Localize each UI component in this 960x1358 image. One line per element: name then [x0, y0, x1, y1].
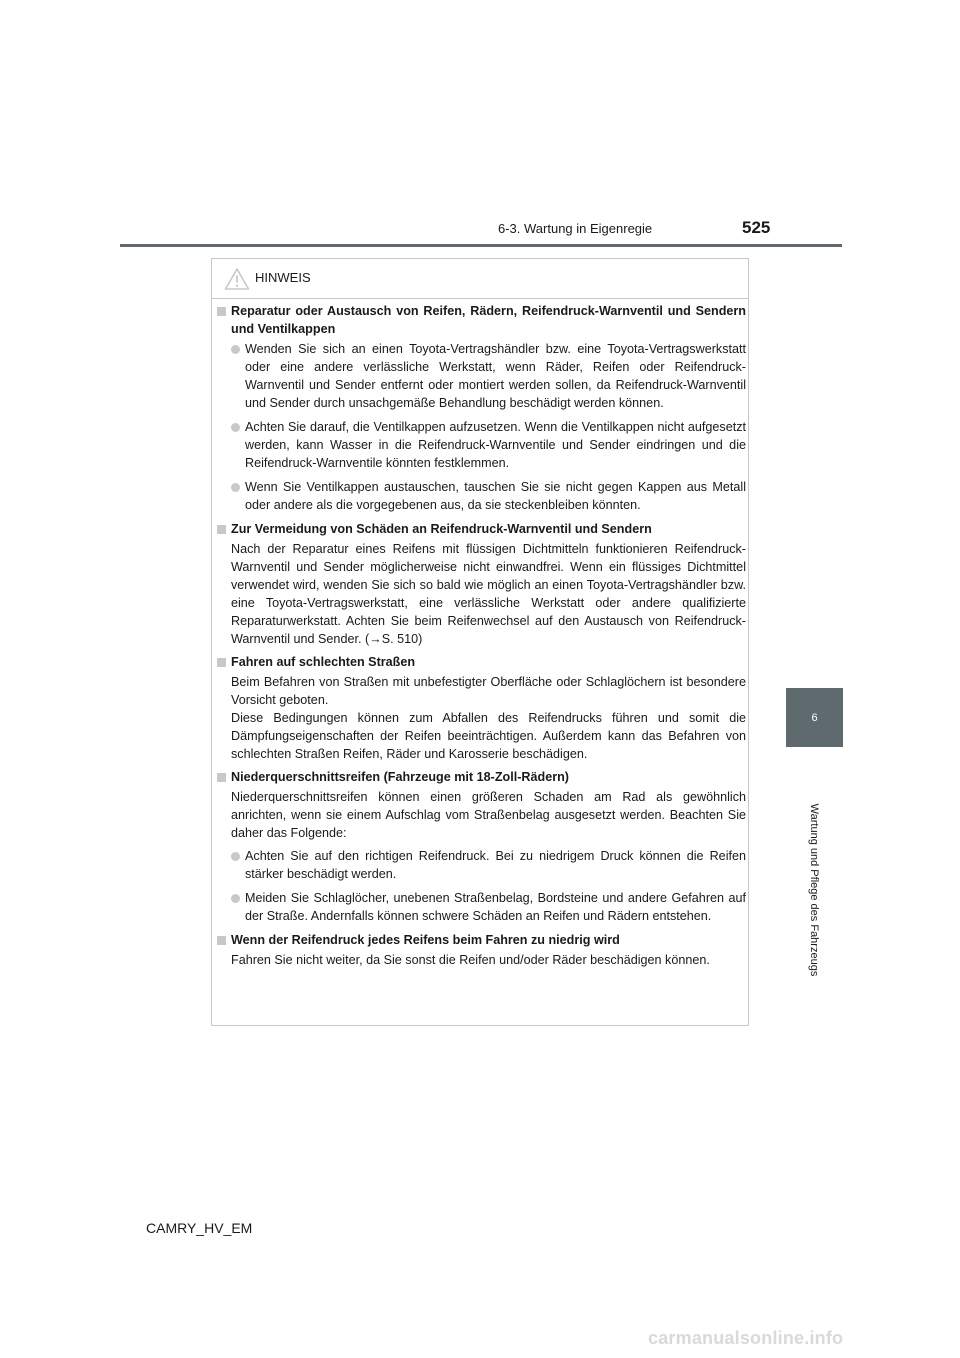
list-item-text: Achten Sie darauf, die Ventilkappen aufzusetzen. Wenn die Ventilkappen nicht aufgesetzt werden, kann Wasser in die Reifendruck-Warnventile und Sender eindringen und die Reifendruck-Warnventile könnten festklemmen. [245, 420, 746, 470]
square-bullet-icon [217, 936, 226, 945]
list-item-text: Wenn Sie Ventilkappen austauschen, tauschen Sie sie nicht gegen Kappen aus Metall oder andere als die vorgegebenen aus, da sie steckenbleiben könnten. [245, 480, 746, 512]
circle-bullet-icon [231, 345, 240, 354]
square-bullet-icon [217, 307, 226, 316]
section-heading [216, 931, 746, 949]
paragraph: Niederquerschnittsreifen können einen größeren Schaden am Rad als gewöhnlich anrichten, wenn sie einem Aufschlag vom Straßenbelag ausgesetzt werden. Beachten Sie daher das Folgende: [231, 790, 746, 840]
section-heading-text: Niederquerschnittsreifen (Fahrzeuge mit 18-Zoll-Rädern) [231, 770, 569, 784]
square-bullet-icon [217, 525, 226, 534]
notice-header [212, 259, 748, 299]
list-item [216, 478, 746, 514]
list-item [216, 847, 746, 883]
page-number: 525 [742, 218, 771, 237]
circle-bullet-icon [231, 483, 240, 492]
list-item-text: Meiden Sie Schlaglöcher, unebenen Straßenbelag, Bordsteine und andere Gefahren auf der Straße. Andernfalls können schwere Schäden an Reifen und Rädern entstehen. [245, 891, 746, 923]
model-code: CAMRY_HV_EM [146, 1220, 253, 1236]
section-title: 6-3. Wartung in Eigenregie [498, 221, 653, 236]
section-heading [216, 653, 746, 671]
section-heading [216, 302, 746, 338]
section-heading [216, 768, 746, 786]
notice-title: HINWEIS [255, 270, 311, 285]
section-heading [216, 520, 746, 538]
circle-bullet-icon [231, 852, 240, 861]
notice-box [211, 258, 749, 1026]
list-item-text: Wenden Sie sich an einen Toyota-Vertragshändler bzw. eine Toyota-Vertragswerkstatt oder eine andere verlässliche Werkstatt, wenn Räder, Reifen oder Reifendruck-Warnventil und Sender entfernt oder montiert werden sollen, da Reifendruck-Warnventil und Sender durch unsachgemäße Behandlung beschädigt werden können. [245, 342, 746, 410]
section-heading-text: Reparatur oder Austausch von Reifen, Rädern, Reifendruck-Warnventil und Sendern und Ventilkappen [231, 304, 746, 336]
circle-bullet-icon [231, 894, 240, 903]
list-item [216, 889, 746, 925]
site-watermark[interactable]: carmanualsonline.info [648, 1328, 844, 1348]
chapter-title: Wartung und Pflege des Fahrzeugs [808, 803, 820, 977]
section-heading-text: Fahren auf schlechten Straßen [231, 655, 416, 669]
chapter-number: 6 [811, 711, 818, 724]
section-heading-text: Wenn der Reifendruck jedes Reifens beim Fahren zu niedrig wird [231, 933, 620, 947]
list-item [216, 340, 746, 412]
list-item-text: Achten Sie auf den richtigen Reifendruck. Bei zu niedrigem Druck können die Reifen stärker beschädigt werden. [245, 849, 746, 881]
square-bullet-icon [217, 658, 226, 667]
notice-body [216, 302, 746, 974]
chapter-tab[interactable] [786, 688, 843, 747]
list-item [216, 418, 746, 472]
paragraph: Nach der Reparatur eines Reifens mit flüssigen Dichtmitteln funktionieren Reifendruck-Warnventil und Sender möglicherweise nicht einwandfrei. Wenn ein flüssiges Dichtmittel verwendet wird, wenden Sie sich so bald wie möglich an einen Toyota-Vertragshändler bzw. eine Toyota-Vertragswerkstatt, eine verlässliche Werkstatt oder andere qualifizierte Reparaturwerkstatt. Achten Sie beim Reifenwechsel auf den Austausch von Reifendruck-Warnventil und Sender. (→S. 510) [231, 542, 746, 646]
header-divider [120, 244, 842, 247]
section-heading-text: Zur Vermeidung von Schäden an Reifendruck-Warnventil und Sendern [231, 522, 652, 536]
square-bullet-icon [217, 773, 226, 782]
warning-triangle-icon [224, 267, 250, 291]
paragraph: Diese Bedingungen können zum Abfallen des Reifendrucks führen und somit die Dämpfungseigenschaften der Reifen beeinträchtigen. Außerdem kann das Befahren von schlechten Straßen Reifen, Räder und Karosserie beschädigen. [231, 711, 746, 761]
paragraph: Fahren Sie nicht weiter, da Sie sonst die Reifen und/oder Räder beschädigen können. [231, 953, 710, 967]
paragraph: Beim Befahren von Straßen mit unbefestigter Oberfläche oder Schlaglöchern ist besondere Vorsicht geboten. [231, 675, 746, 707]
circle-bullet-icon [231, 423, 240, 432]
